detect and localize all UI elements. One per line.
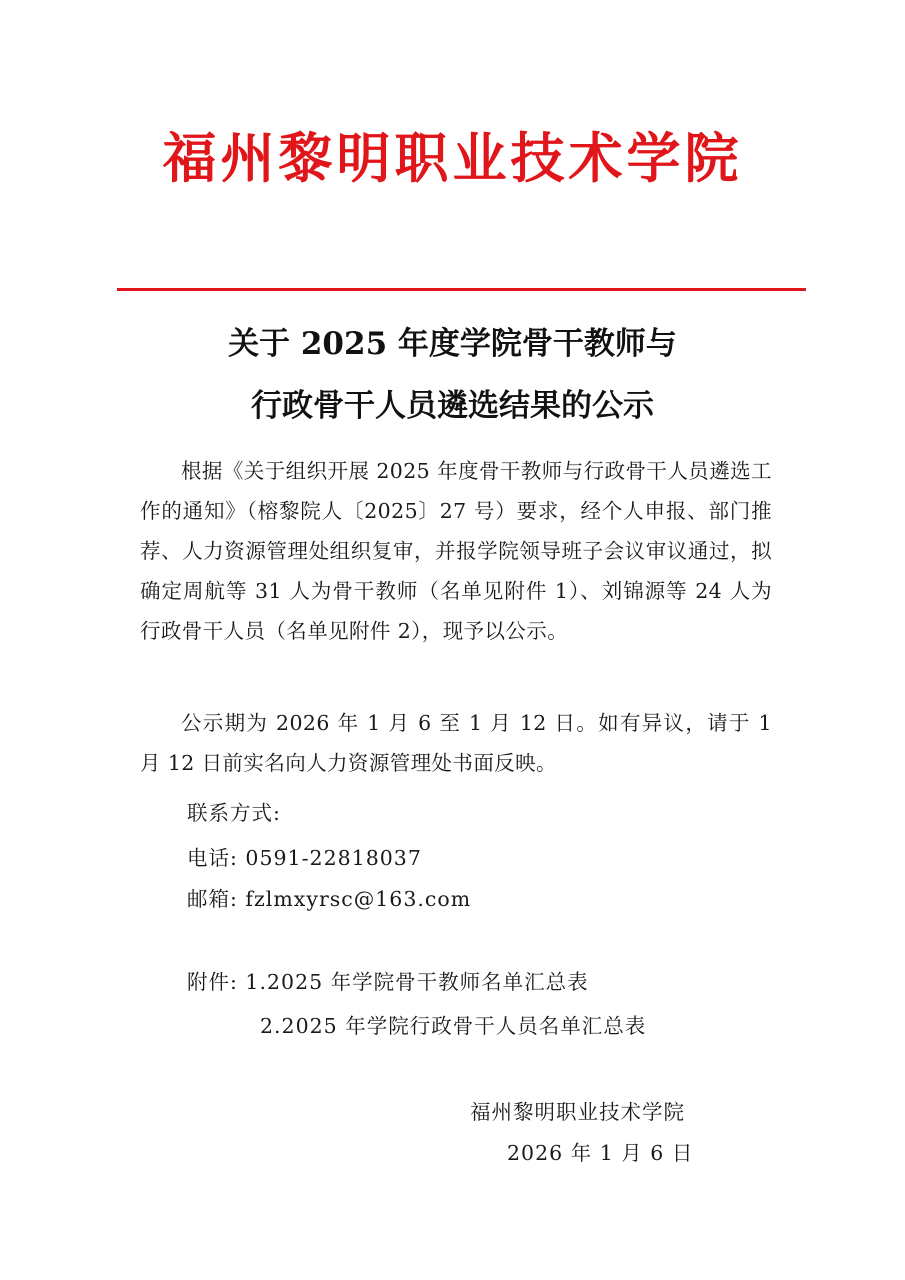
contact-phone: 电话: 0591-22818037 [187, 846, 422, 870]
signature-organization: 福州黎明职业技术学院 [470, 1100, 685, 1124]
attachment-item-2: 2.2025 年学院行政骨干人员名单汇总表 [260, 1014, 647, 1038]
contact-label: 联系方式: [187, 801, 281, 825]
attachment-item-1: 附件: 1.2025 年学院骨干教师名单汇总表 [187, 970, 589, 994]
body-paragraph-selection-result: 根据《关于组织开展 2025 年度骨干教师与行政骨干人员遴选工作的通知》（榕黎院人〔2025〕27 号）要求，经个人申报、部门推荐、人力资源管理处组织复审，并报学院领导班子会议审议通过，拟确定周航等 31 人为骨干教师（名单见附件 1）、刘锦源等 24 人为行政骨干人员（名单见附件 2），现予以公示。 [140, 459, 772, 643]
red-divider-rule [117, 288, 806, 291]
notice-title-line-1: 关于 2025 年度学院骨干教师与 [228, 326, 677, 362]
body-paragraph-publicity-period: 公示期为 2026 年 1 月 6 至 1 月 12 日。如有异议，请于 1 月 12 日前实名向人力资源管理处书面反映。 [140, 711, 772, 775]
contact-email: 邮箱: fzlmxyrsc@163.com [187, 887, 472, 911]
institution-masthead: 福州黎明职业技术学院 [162, 126, 743, 190]
signature-date: 2026 年 1 月 6 日 [507, 1141, 694, 1165]
notice-title-line-2: 行政骨干人员遴选结果的公示 [251, 388, 654, 424]
